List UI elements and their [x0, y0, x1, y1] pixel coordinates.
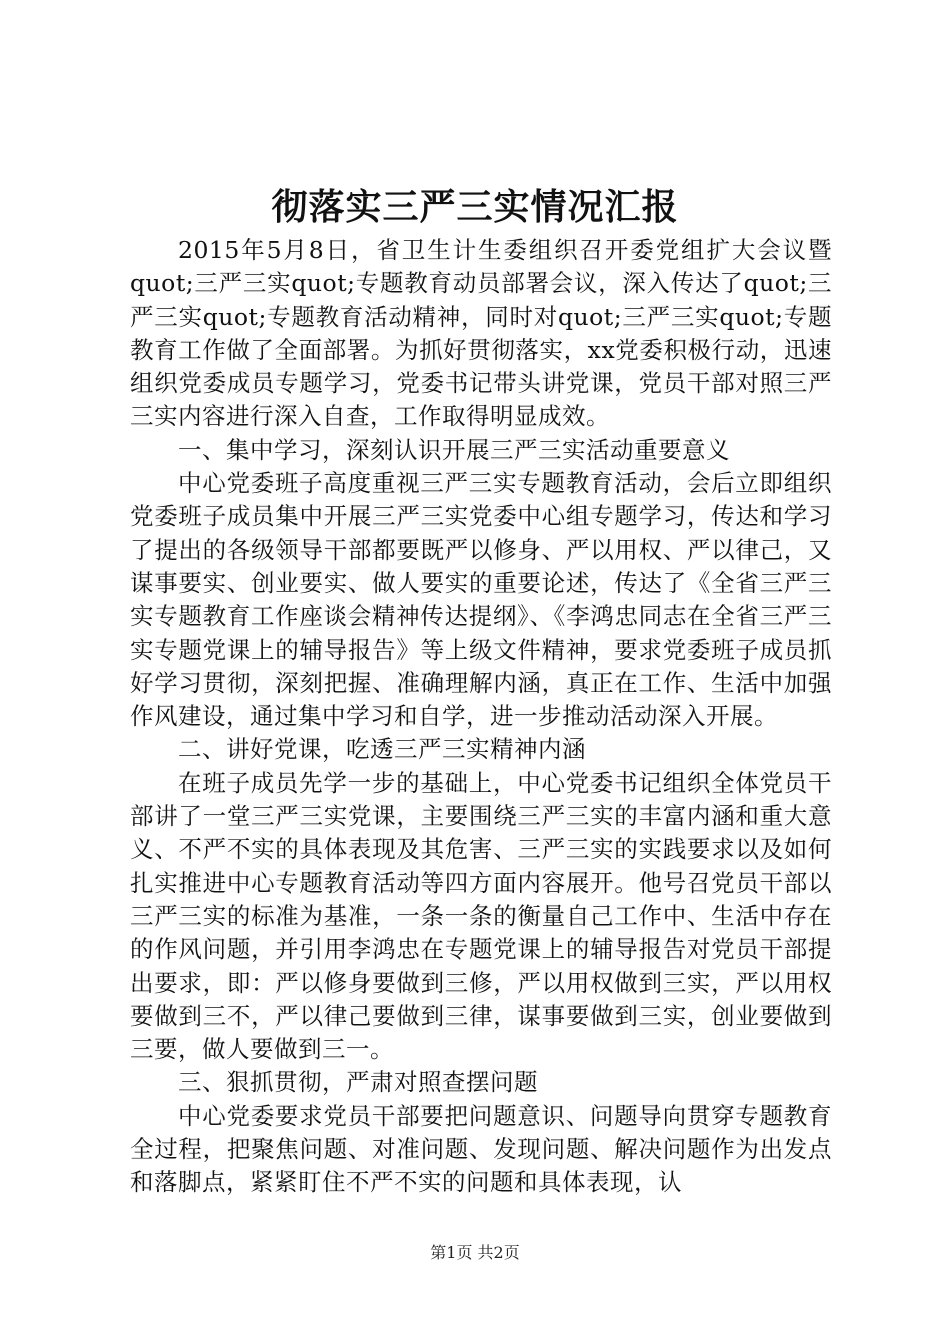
paragraph-section-2: 在班子成员先学一步的基础上，中心党委书记组织全体党员干部讲了一堂三严三实党课，主要围绕三严三实的丰富内涵和重大意义、不严不实的具体表现及其危害、三严三实的实践要求以及如何扎实推进中心专题教育活动等四方面内容展开。他号召党员干部以三严三实的标准为基准，一条一条的衡量自己工作中、生活中存在的作风问题，并引用李鸿忠在专题党课上的辅导报告对党员干部提出要求，即：严以修身要做到三修，严以用权做到三实，严以用权要做到三不，严以律己要做到三律，谋事要做到三实，创业要做到三要，做人要做到三一。	[130, 768, 832, 1064]
section-heading-2: 二、讲好党课，吃透三严三实精神内涵	[178, 735, 586, 764]
section-heading-3: 三、狠抓贯彻，严肃对照查摆问题	[178, 1068, 538, 1097]
section-heading-1: 一、集中学习，深刻认识开展三严三实活动重要意义	[178, 435, 730, 464]
document-body	[130, 234, 832, 1200]
paragraph-section-3: 中心党委要求党员干部要把问题意识、问题导向贯穿专题教育全过程，把聚焦问题、对准问题、发现问题、解决问题作为出发点和落脚点，紧紧盯住不严不实的问题和具体表现，认	[130, 1101, 832, 1197]
document-title: 彻落实三严三实情况汇报	[271, 186, 679, 228]
paragraph-section-1: 中心党委班子高度重视三严三实专题教育活动，会后立即组织党委班子成员集中开展三严三实党委中心组专题学习，传达和学习了提出的各级领导干部都要既严以修身、严以用权、严以律己，又谋事要实、创业要实、做人要实的重要论述，传达了《全省三严三实专题教育工作座谈会精神传达提纲》、《李鸿忠同志在全省三严三实专题党课上的辅导报告》等上级文件精神，要求党委班子成员抓好学习贯彻，深刻把握、准确理解内涵，真正在工作、生活中加强作风建设，通过集中学习和自学，进一步推动活动深入开展。	[130, 469, 832, 731]
page-number-footer: 第1页 共2页	[430, 1243, 520, 1262]
paragraph-intro: 2015年5月8日，省卫生计生委组织召开委党组扩大会议暨quot;三严三实quot;专题教育动员部署会议，深入传达了quot;三严三实quot;专题教育活动精神，同时对quot;三严三实quot;专题教育工作做了全面部署。为抓好贯彻落实，xx党委积极行动，迅速组织党委成员专题学习，党委书记带头讲党课，党员干部对照三严三实内容进行深入自查，工作取得明显成效。	[130, 236, 832, 431]
